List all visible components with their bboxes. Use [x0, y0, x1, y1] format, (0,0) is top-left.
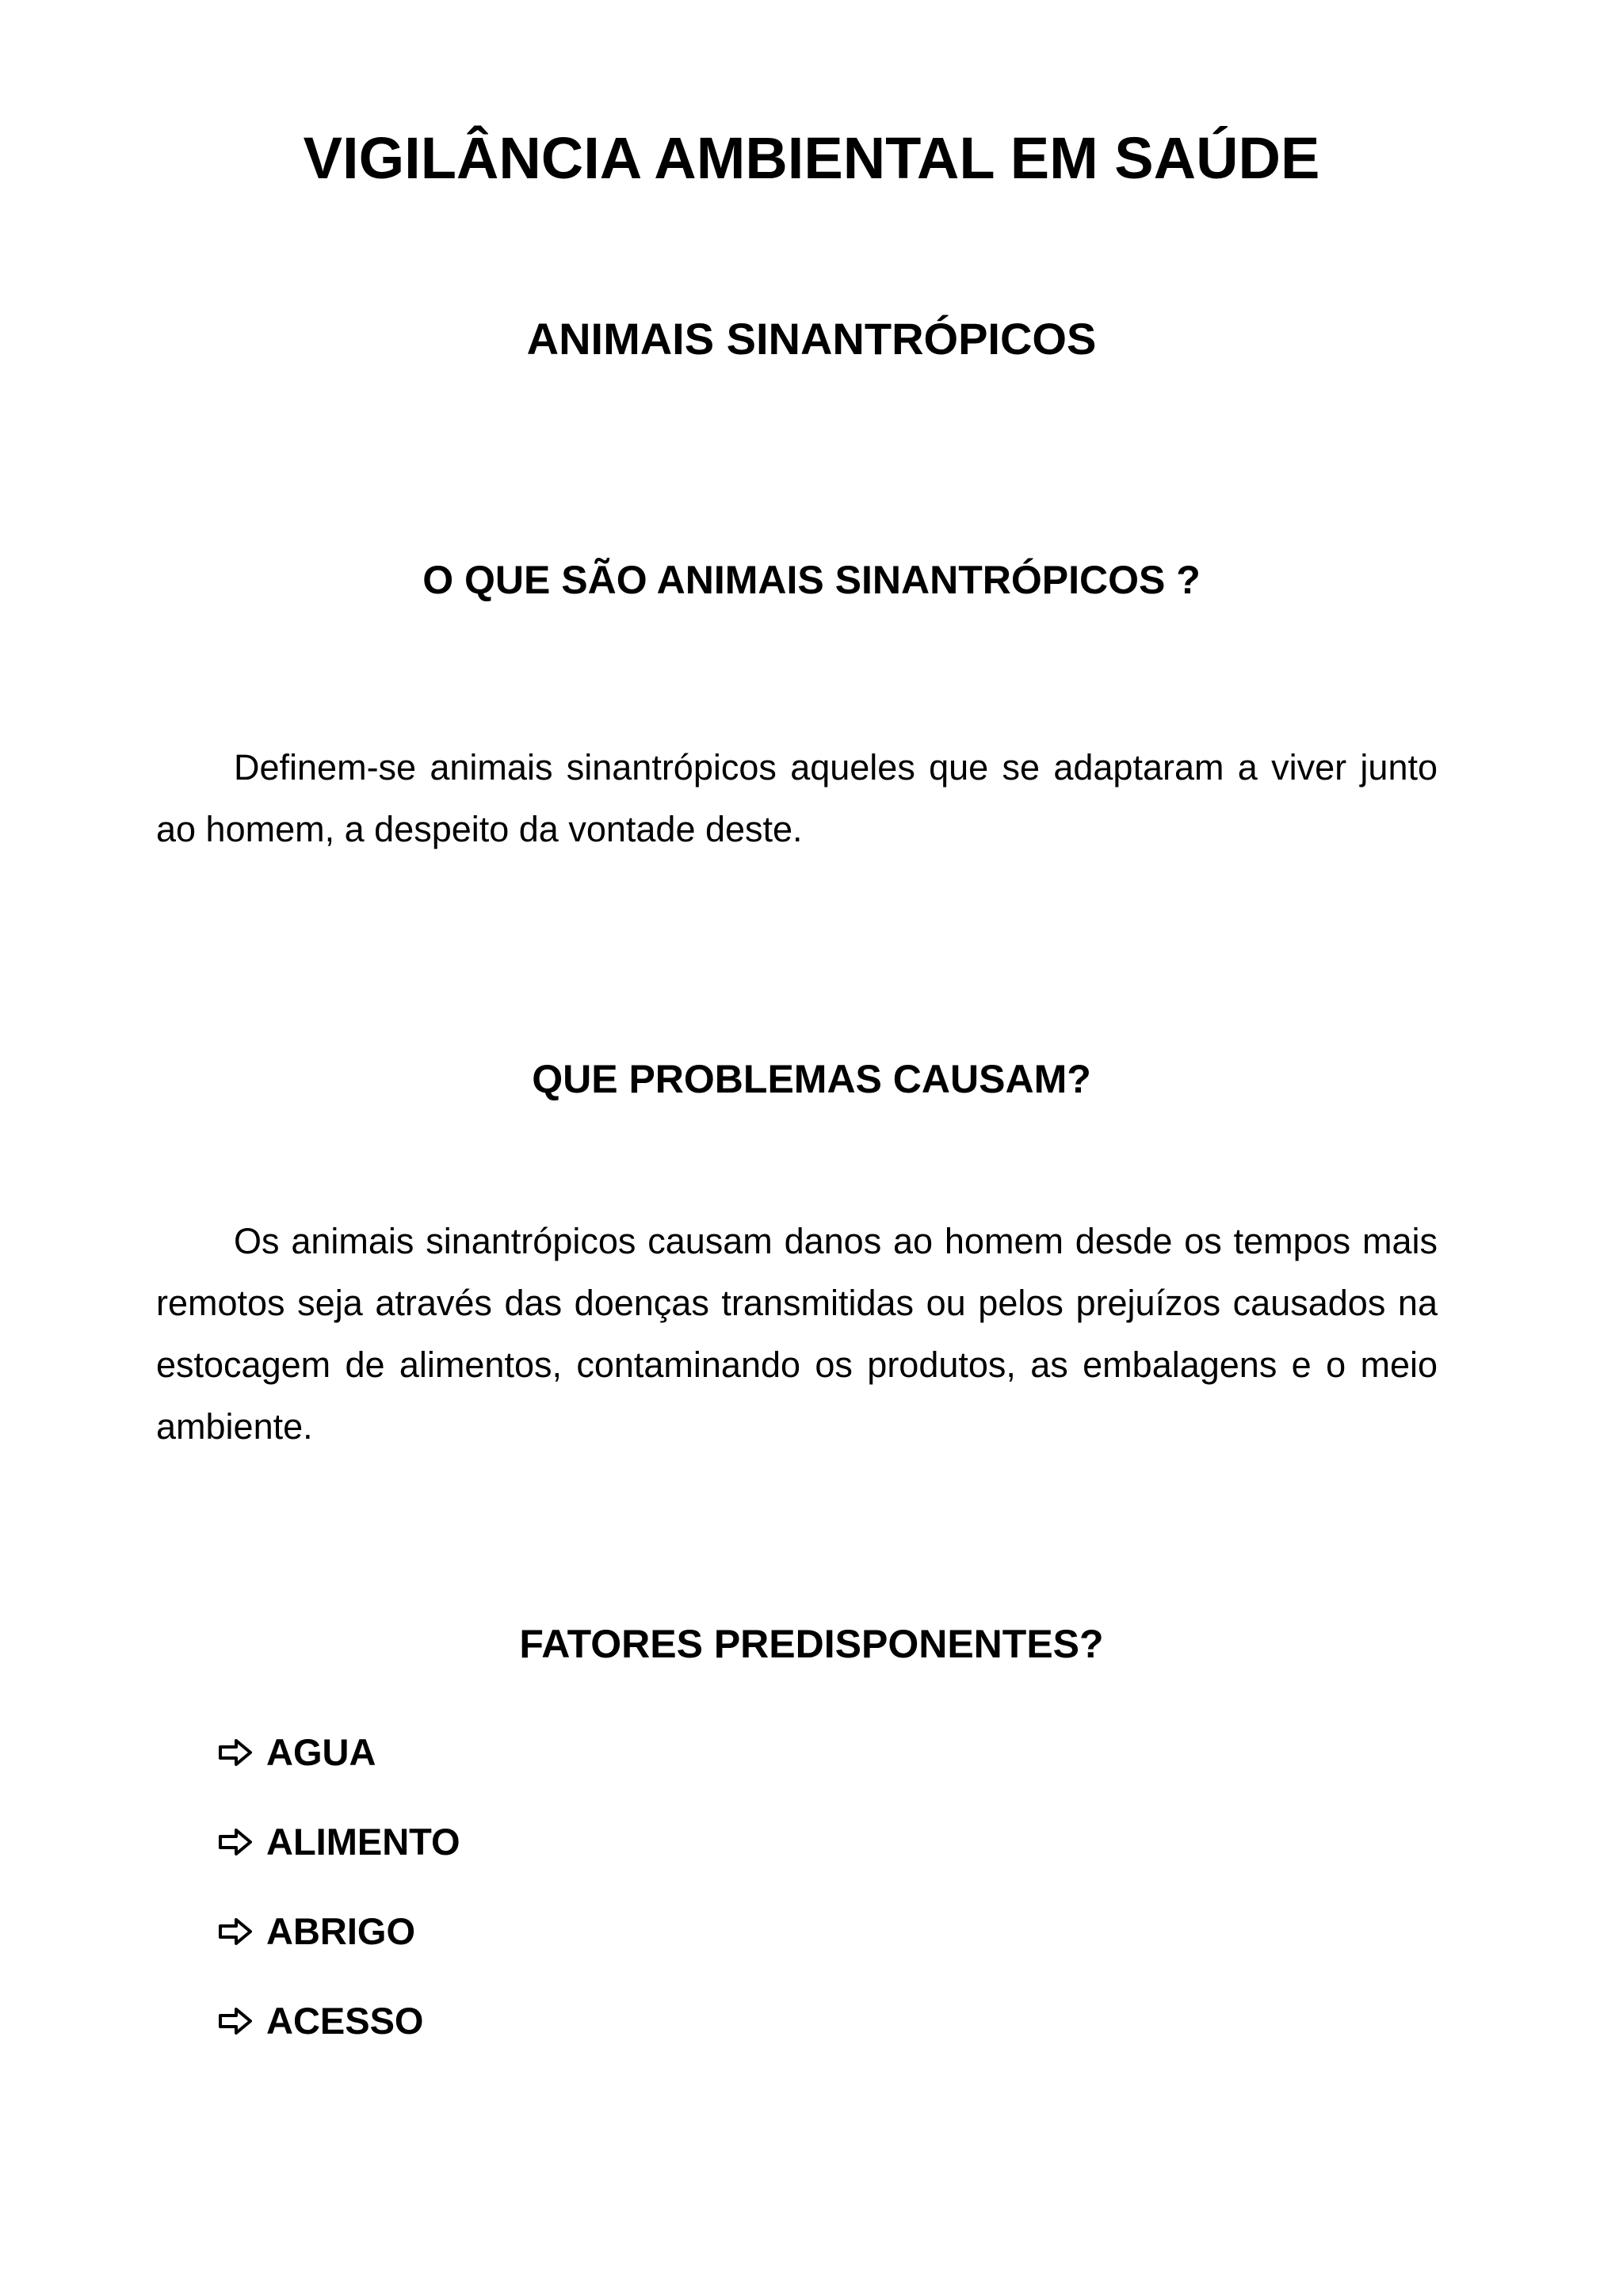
list-item-factor [217, 1707, 460, 1797]
arrow-right-icon [217, 1826, 255, 1858]
list-item-factor [217, 1797, 460, 1886]
factor-label: ABRIGO [266, 1909, 415, 1952]
list-item-factor [217, 1886, 460, 1976]
arrow-right-icon [217, 1737, 255, 1768]
arrow-right-icon [217, 2005, 255, 2037]
section-paragraph-problems: Os animais sinantrópicos causam danos ao homem desde os tempos mais remotos seja através das doenças transmitidas ou pelos prejuízos causados na estocagem de alimentos, contaminando os produtos, as embalagens e o meio ambiente. [156, 1221, 1438, 1447]
document-subtitle: ANIMAIS SINANTRÓPICOS [526, 314, 1097, 364]
section-heading-problems: QUE PROBLEMAS CAUSAM? [532, 1057, 1091, 1101]
section-paragraph-definition: Definem-se animais sinantrópicos aqueles que se adaptaram a viver junto ao homem, a despeito da vontade deste. [156, 747, 1438, 849]
factor-label: AGUA [266, 1730, 376, 1773]
section-heading-what-are: O QUE SÃO ANIMAIS SINANTRÓPICOS ? [422, 558, 1201, 602]
factors-list [217, 1707, 460, 2065]
section-heading-factors: FATORES PREDISPONENTES? [519, 1622, 1104, 1666]
factor-label: ALIMENTO [266, 1820, 460, 1863]
document-title: VIGILÂNCIA AMBIENTAL EM SAÚDE [303, 125, 1320, 191]
arrow-right-icon [217, 1916, 255, 1947]
factor-label: ACESSO [266, 1999, 424, 2042]
list-item-factor [217, 1976, 460, 2065]
